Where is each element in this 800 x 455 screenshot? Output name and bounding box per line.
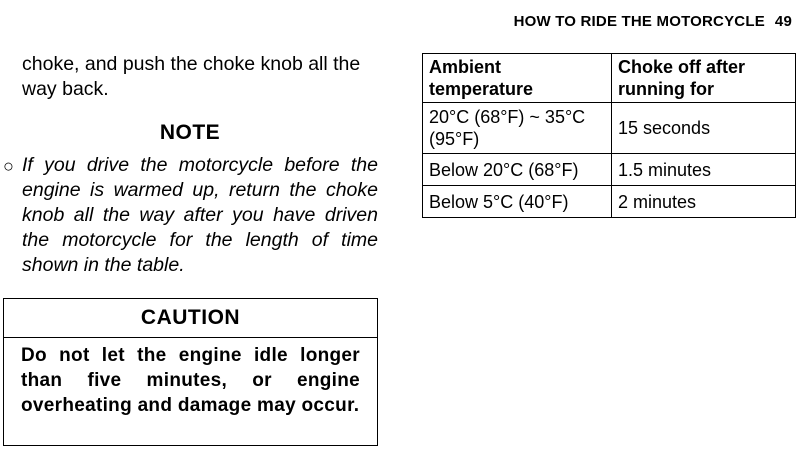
note-bullet-icon: ○ — [3, 156, 14, 176]
temperature-cell: Below 5°C (40°F) — [423, 186, 612, 218]
table-row — [423, 103, 796, 154]
duration-cell: 1.5 minutes — [612, 154, 796, 186]
duration-cell: 15 seconds — [612, 103, 796, 154]
caution-box — [3, 298, 378, 446]
running-header — [514, 13, 792, 30]
caution-text: Do not let the engine idle longer than five minutes, or engine overheating and damage may occur. — [21, 345, 360, 416]
temperature-cell: 20°C (68°F) ~ 35°C (95°F) — [423, 103, 612, 154]
intro-paragraph: choke, and push the choke knob all the way back. — [22, 53, 361, 100]
temperature-cell: Below 20°C (68°F) — [423, 154, 612, 186]
caution-heading: CAUTION — [4, 299, 377, 338]
note-heading: NOTE — [159, 121, 221, 144]
choke-time-table — [422, 53, 796, 218]
header-choke-off-after: Choke off after running for — [612, 54, 796, 103]
table-row — [423, 186, 796, 218]
table-header-row — [423, 54, 796, 103]
header-ambient-temperature: Ambient temperature — [423, 54, 612, 103]
section-title: HOW TO RIDE THE MOTORCYCLE — [513, 13, 765, 30]
table-row — [423, 154, 796, 186]
duration-cell: 2 minutes — [612, 186, 796, 218]
page-number: 49 — [774, 13, 792, 30]
note-text: If you drive the motorcycle before the engine is warmed up, return the choke knob all the way after you have driven the motorcycle for the length of time shown in the table. — [22, 154, 378, 276]
